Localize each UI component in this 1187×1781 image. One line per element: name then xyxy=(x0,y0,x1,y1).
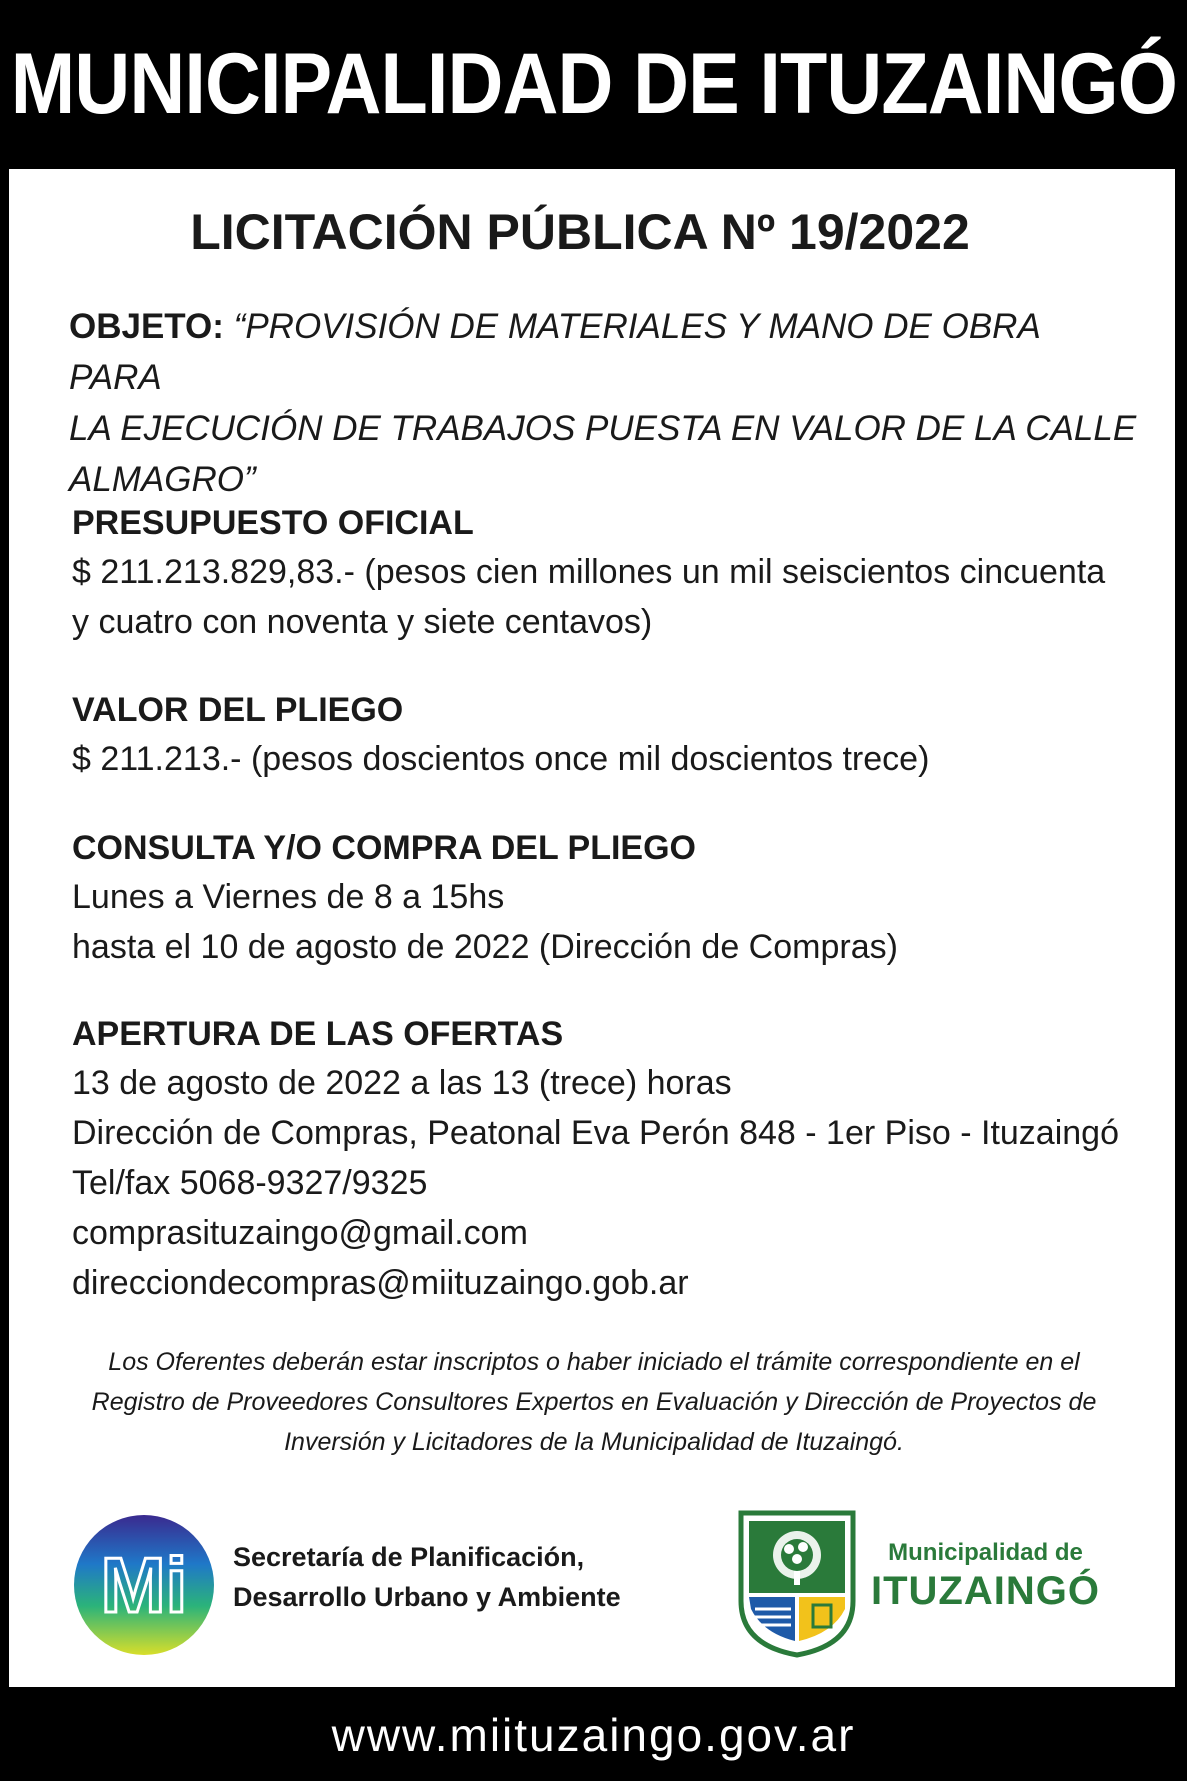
presupuesto-line-2: y cuatro con noventa y siete centavos) xyxy=(72,603,653,641)
consulta-heading: CONSULTA Y/O COMPRA DEL PLIEGO xyxy=(72,829,697,867)
objeto-text-2: LA EJECUCIÓN DE TRABAJOS PUESTA EN VALOR DE LA CALLE xyxy=(69,409,1137,448)
apertura-line-2: Dirección de Compras, Peatonal Eva Perón 848 - 1er Piso - Ituzaingó xyxy=(72,1114,1119,1152)
bid-title: LICITACIÓN PÚBLICA Nº 19/2022 xyxy=(190,204,970,260)
secretaria-line-2: Desarrollo Urbano y Ambiente xyxy=(233,1582,621,1612)
section-presupuesto xyxy=(72,499,1152,647)
section-consulta xyxy=(72,824,1152,972)
apertura-line-1: 13 de agosto de 2022 a las 13 (trece) horas xyxy=(72,1064,732,1102)
objeto-label: OBJETO: xyxy=(69,307,224,346)
objeto-block xyxy=(69,301,1139,505)
section-apertura xyxy=(72,1010,1152,1308)
objeto-line-1 xyxy=(69,301,1139,403)
notice-panel xyxy=(8,168,1176,1688)
presupuesto-line-1: $ 211.213.829,83.- (pesos cien millones un mil seiscientos cincuenta xyxy=(72,553,1106,591)
municipal-shield-icon xyxy=(737,1509,857,1659)
registration-notice xyxy=(49,1342,1139,1462)
consulta-line-1: Lunes a Viernes de 8 a 15hs xyxy=(72,878,505,916)
valor-line-1: $ 211.213.- (pesos doscientos once mil doscientos trece) xyxy=(72,740,930,778)
apertura-email-2[interactable]: direcciondecompras@miituzaingo.gob.ar xyxy=(72,1264,689,1302)
secretaria-line-1: Secretaría de Planificación, xyxy=(233,1542,585,1572)
website-link[interactable]: www.miituzaingo.gov.ar xyxy=(331,1708,856,1761)
secretaria-label xyxy=(233,1537,621,1617)
notice-line-2: Registro de Proveedores Consultores Expertos en Evaluación y Dirección de Proyectos de xyxy=(91,1388,1097,1416)
objeto-text-3: ALMAGRO” xyxy=(69,460,256,499)
municipalidad-logo xyxy=(871,1538,1100,1614)
objeto-text-1: “PROVISIÓN DE MATERIALES Y MANO DE OBRA PARA xyxy=(69,307,1040,397)
page-title: MUNICIPALIDAD DE ITUZAINGÓ xyxy=(10,36,1177,132)
section-valor xyxy=(72,686,1152,784)
muni-logo-big: ITUZAINGÓ xyxy=(871,1569,1100,1613)
header-bar xyxy=(0,0,1187,163)
apertura-heading: APERTURA DE LAS OFERTAS xyxy=(72,1015,564,1053)
apertura-email-1[interactable]: comprasituzaingo@gmail.com xyxy=(72,1214,528,1252)
footer-bar xyxy=(0,1688,1187,1781)
consulta-line-2: hasta el 10 de agosto de 2022 (Dirección de Compras) xyxy=(72,928,898,966)
presupuesto-heading: PRESUPUESTO OFICIAL xyxy=(72,504,474,542)
mi-logo-letters: Mi xyxy=(100,1541,188,1629)
notice-line-1: Los Oferentes deberán estar inscriptos o haber iniciado el trámite correspondiente en el xyxy=(108,1348,1080,1376)
notice-line-3: Inversión y Licitadores de la Municipalidad de Ituzaingó. xyxy=(284,1428,904,1456)
muni-logo-small: Municipalidad de xyxy=(888,1539,1083,1566)
mi-logo-icon xyxy=(73,1514,215,1656)
apertura-phone: Tel/fax 5068-9327/9325 xyxy=(72,1164,428,1202)
valor-heading: VALOR DEL PLIEGO xyxy=(72,691,404,729)
